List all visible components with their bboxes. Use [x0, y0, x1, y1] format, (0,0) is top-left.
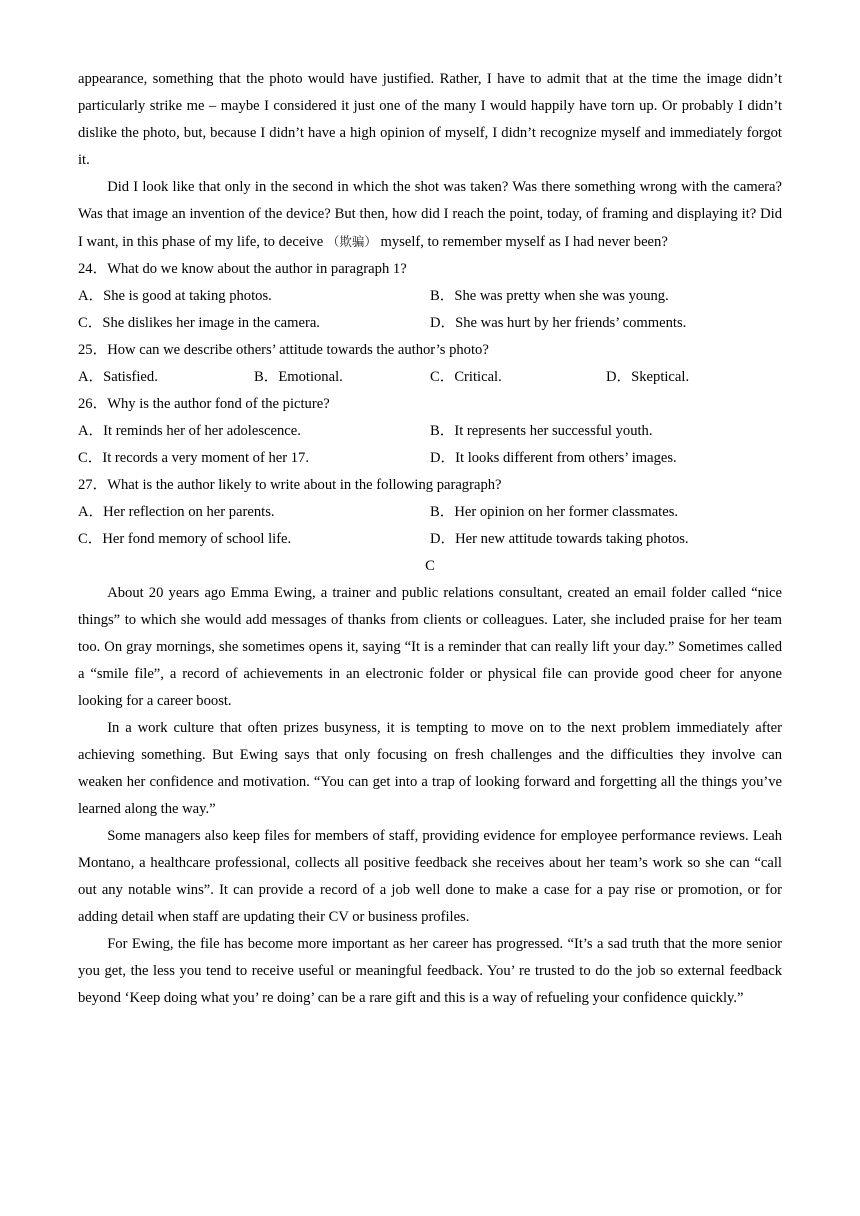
question-25-option-c: C．Critical. [430, 369, 502, 385]
passage-c-paragraph-3: Some managers also keep files for members of staff, providing evidence for employee performance reviews. Leah Montano, a healthcare professional, collects all positive feedback she receives about her team’s work so she can “call out any notable wins”. It can provide a record of a job well done to make a case for a pay rise or promotion, or for adding detail when staff are updating their CV or business profiles. [78, 828, 782, 925]
passage-b-paragraph-2-text-a: Did I look like that only in the second in which the shot was taken? Was there something wrong with the camera? Was that image an invention of the device? But then, how did I reach the point, today, of framing and displaying it? Did I want, in this phase of my life, to deceive [78, 179, 782, 250]
passage-c-paragraph-2: In a work culture that often prizes busyness, it is tempting to move on to the next problem immediately after achieving something. But Ewing says that only focusing on fresh challenges and the difficulties they involve can weaken her confidence and motivation. “You can get into a trap of looking forward and forgetting all the things you’ve learned along the way.” [78, 720, 782, 817]
question-26-option-a: A．It reminds her of her adolescence. [78, 423, 301, 439]
passage-b-paragraph-2-text-b: myself, to remember myself as I had never been? [376, 234, 668, 250]
question-24-options-row-2 [78, 310, 782, 337]
question-26-options-row-2 [78, 445, 782, 472]
question-27-option-c: C．Her fond memory of school life. [78, 531, 292, 547]
question-25-option-b: B．Emotional. [254, 369, 343, 385]
question-27-option-d: D．Her new attitude towards taking photos. [430, 531, 689, 547]
question-27-stem: 27．What is the author likely to write about in the following paragraph? [78, 477, 502, 493]
question-27-option-b: B．Her opinion on her former classmates. [430, 504, 679, 520]
page-content [78, 66, 782, 1012]
chinese-gloss: （欺骗） [326, 234, 377, 249]
section-heading-c: C [425, 558, 435, 574]
question-26-option-b: B．It represents her successful youth. [430, 423, 653, 439]
question-24-stem: 24．What do we know about the author in paragraph 1? [78, 261, 407, 277]
question-24-option-d: D．She was hurt by her friends’ comments. [430, 315, 687, 331]
question-25-option-a: A．Satisfied. [78, 369, 158, 385]
question-24-option-c: C．She dislikes her image in the camera. [78, 315, 320, 331]
passage-c-paragraph-1: About 20 years ago Emma Ewing, a trainer and public relations consultant, created an email folder called “nice things” to which she would add messages of thanks from clients or colleagues. Later, she included praise for her team too. On gray mornings, she sometimes opens it, saying “It is a reminder that can really lift your day.” Sometimes called a “smile file”, a record of achievements in an electronic folder or physical file can provide good cheer for anyone looking for a career boost. [78, 585, 782, 709]
question-27-options-row-2 [78, 526, 782, 553]
question-26-stem: 26．Why is the author fond of the picture? [78, 396, 330, 412]
question-26-option-d: D．It looks different from others’ images. [430, 450, 677, 466]
passage-c-paragraph-4: For Ewing, the file has become more important as her career has progressed. “It’s a sad truth that the more senior you get, the less you tend to receive useful or meaningful feedback. You’ re trusted to do the job so external feedback beyond ‘Keep doing what you’ re doing’ can be a rare gift and this is a way of refueling your confidence quickly.” [78, 936, 782, 1006]
question-24-option-a: A．She is good at taking photos. [78, 288, 272, 304]
question-25-options-row [78, 364, 782, 391]
question-24-option-b: B．She was pretty when she was young. [430, 288, 669, 304]
passage-b-paragraph-2 [78, 174, 782, 256]
passage-b-paragraph-1-continued: appearance, something that the photo would have justified. Rather, I have to admit that at the time the image didn’t particularly strike me – maybe I considered it just one of the many I would happily have torn up. Or probably I didn’t dislike the photo, but, because I didn’t have a high opinion of myself, I didn’t recognize myself and immediately forgot it. [78, 71, 782, 168]
question-26-options-row-1 [78, 418, 782, 445]
question-24-options-row-1 [78, 283, 782, 310]
question-27-options-row-1 [78, 499, 782, 526]
question-26-option-c: C．It records a very moment of her 17. [78, 450, 309, 466]
question-25-stem: 25．How can we describe others’ attitude towards the author’s photo? [78, 342, 489, 358]
question-27-option-a: A．Her reflection on her parents. [78, 504, 275, 520]
question-25-option-d: D．Skeptical. [606, 369, 690, 385]
